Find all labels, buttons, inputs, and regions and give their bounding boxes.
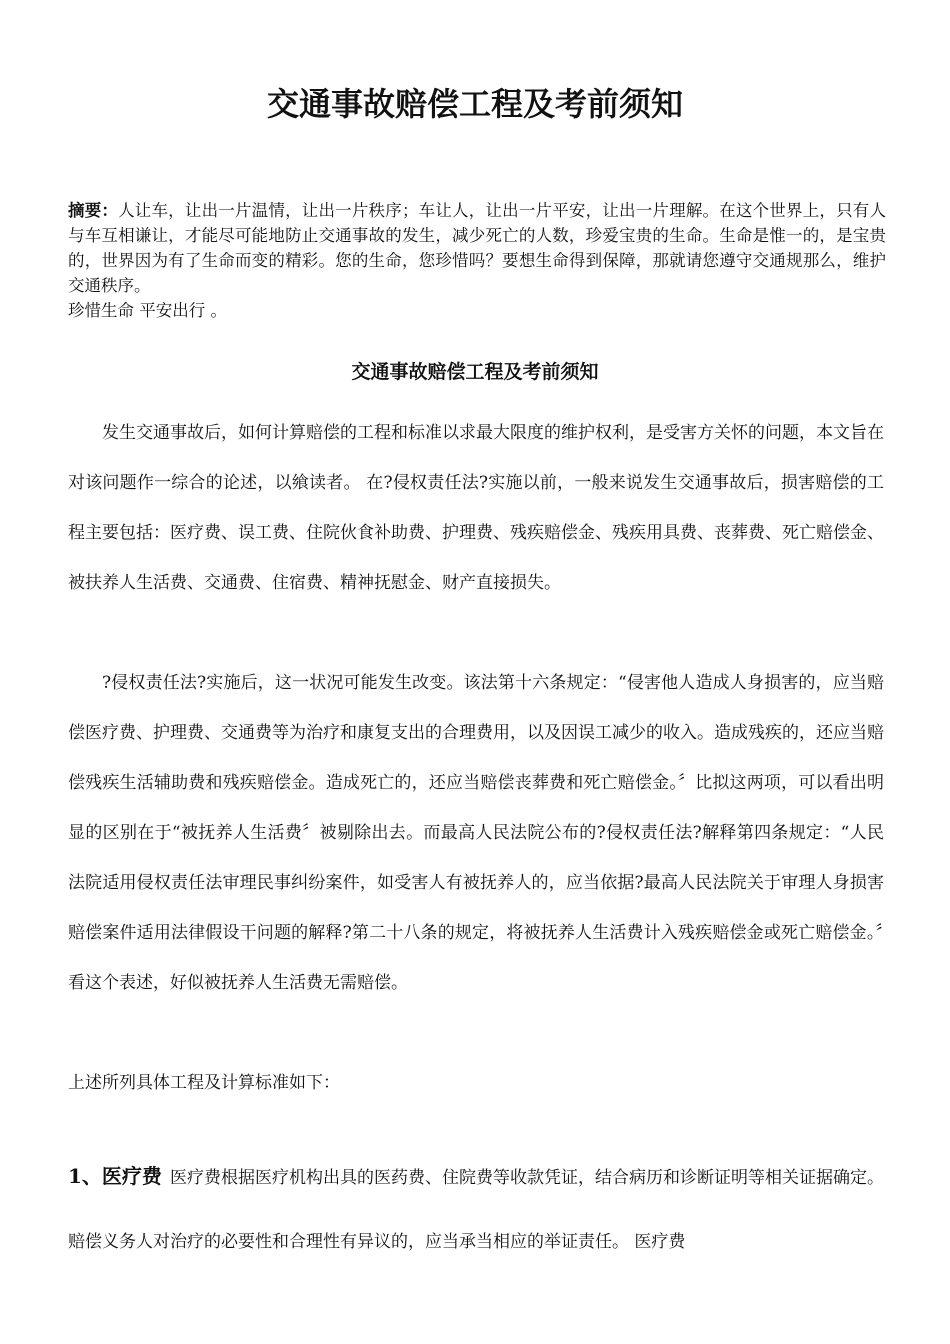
body-paragraph-2: ?侵权责任法?实施后，这一状况可能发生改变。该法第十六条规定：“侵害他人造成人身损害的，应当赔偿医疗费、护理费、交通费等为治疗和康复支出的合理费用，以及因误工减少的收入。造成残疾的，还应当赔偿残疾生活辅助费和残疾赔偿金。造成死亡的，还应当赔偿丧葬费和死亡赔偿金。〞比拟这两项，可以看出明显的区别在于“被抚养人生活费〞被剔除出去。而最高人民法院公布的?侵权责任法?解释第四条规定：“人民法院适用侵权责任法审理民事纠纷案件，如受害人有被抚养人的，应当依据?最高人民法院关于审理人身损害赔偿案件适用法律假设干问题的解释?第二十八条的规定，将被抚养人生活费计入残疾赔偿金或死亡赔偿金。〞看这个表述，好似被抚养人生活费无需赔偿。 <box>68 673 884 993</box>
section-subtitle: 交通事故赔偿工程及考前须知 <box>351 361 599 383</box>
section-medical-fees <box>68 1144 884 1274</box>
abstract-text: 人让车，让出一片温情，让出一片秩序；车让人，让出一片平安，让出一片理解。在这个世界上，只有人与车互相谦让，才能尽可能地防止交通事故的发生，减少死亡的人数，珍爱宝贵的生命。生命是惟一的，是宝贵的，世界因为有了生命而变的精彩。您的生命，您珍惜吗？要想生命得到保障，那就请您遵守交通规那么，维护交通秩序。 <box>68 201 886 295</box>
section-text-medical-fees: 医疗费根据医疗机构出具的医药费、住院费等收款凭证，结合病历和诊断证明等相关证据确定。赔偿义务人对治疗的必要性和合理性有异议的，应当承当相应的举证责任。 医疗费 <box>68 1168 885 1252</box>
abstract <box>68 198 886 298</box>
body-paragraph-1: 发生交通事故后，如何计算赔偿的工程和标准以求最大限度的维护权利，是受害方关怀的问题，本文旨在对该问题作一综合的论述，以飨读者。 在?侵权责任法?实施以前，一般来说发生交通事故后，损害赔偿的工程主要包括：医疗费、误工费、住院伙食补助费、护理费、残疾赔偿金、残疾用具费、丧葬费、死亡赔偿金、被扶养人生活费、交通费、住宿费、精神抚慰金、财产直接损失。 <box>68 423 884 593</box>
document-title: 交通事故赔偿工程及考前须知 <box>266 85 683 123</box>
motto: 珍惜生命 平安出行 。 <box>68 301 227 320</box>
abstract-label: 摘要： <box>68 201 119 220</box>
section-heading-medical-fees: 1、医疗费 <box>68 1164 162 1188</box>
body-paragraph-3: 上述所列具体工程及计算标准如下： <box>68 1073 340 1093</box>
